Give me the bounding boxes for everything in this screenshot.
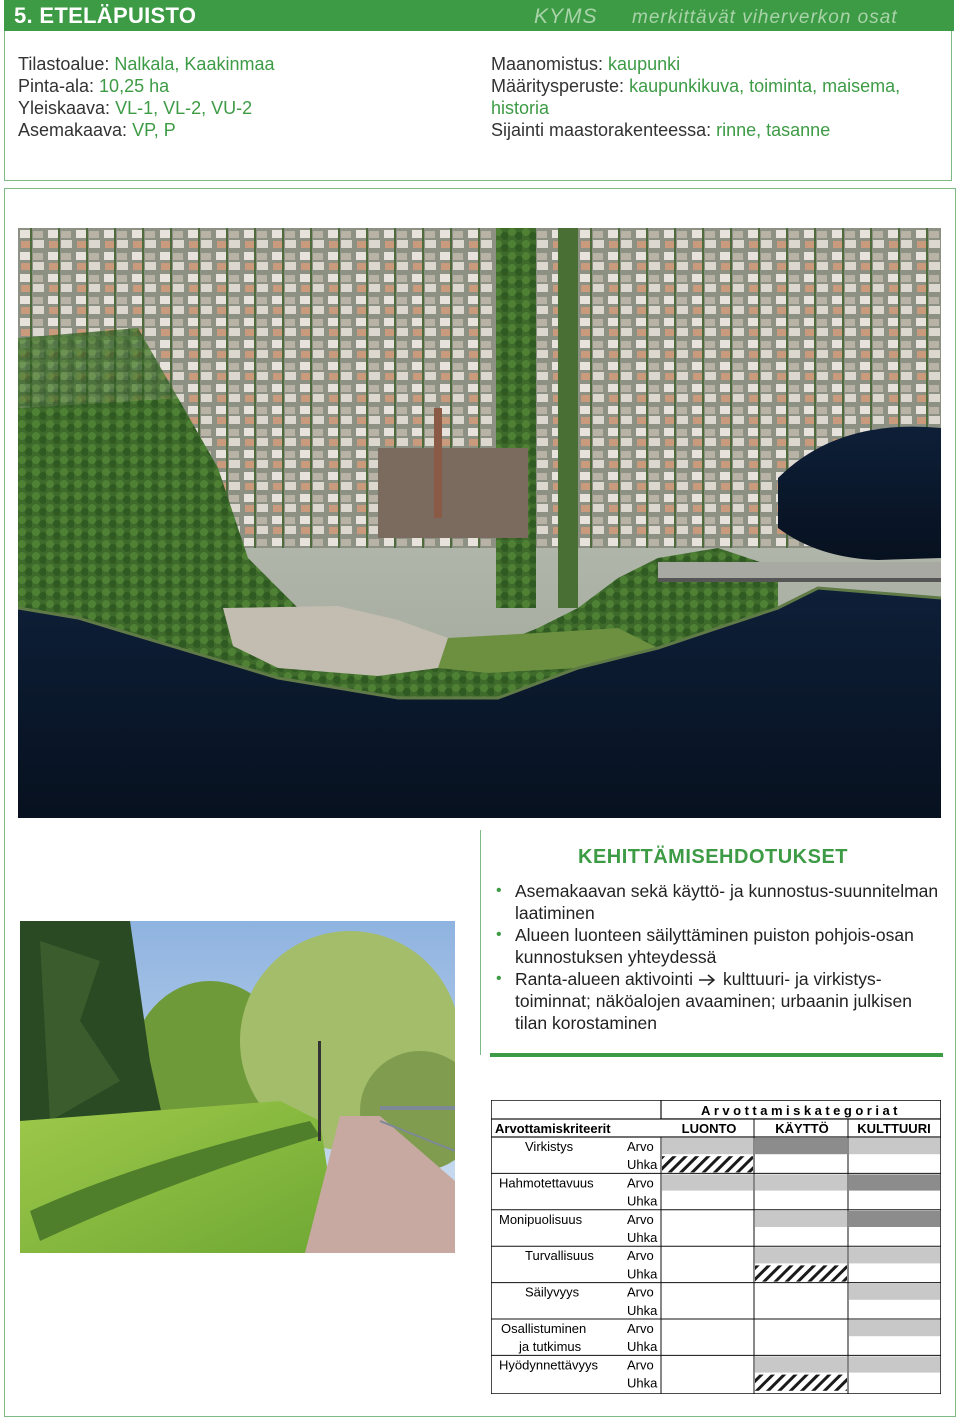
header-kyms: KYMS	[534, 5, 598, 28]
table-arvo-label: Arvo	[627, 1284, 654, 1300]
table-cell-arvo-none	[755, 1320, 847, 1336]
horizontal-divider	[490, 1053, 943, 1057]
table-cell-arvo-light	[755, 1211, 847, 1227]
col-header-luonto: LUONTO	[681, 1121, 737, 1136]
evaluation-table-svg	[491, 1100, 941, 1394]
table-cell-arvo-light	[849, 1356, 940, 1372]
table-cell-arvo-light	[755, 1247, 847, 1263]
info-row-ownership: Maanomistus: kaupunki	[491, 54, 681, 74]
info-row-area: Tilastoalue: Nalkala, Kaakinmaa	[18, 54, 275, 74]
table-arvo-label: Arvo	[627, 1175, 654, 1191]
table-cell-uhka-hatch	[755, 1265, 847, 1281]
table-cell-uhka-none	[849, 1375, 940, 1391]
table-cell-arvo-light	[849, 1247, 940, 1263]
criterion-label: Monipuolisuus	[499, 1211, 583, 1227]
category-header: Arvottamiskategoriat	[700, 1103, 902, 1118]
table-cell-uhka-none	[662, 1229, 753, 1245]
table-cell-arvo-light	[755, 1174, 847, 1190]
criterion-label: Hahmotettavuus	[499, 1175, 594, 1191]
arrow-right-icon	[697, 973, 717, 987]
table-cell-arvo-dark	[849, 1211, 940, 1227]
table-cell-arvo-light	[662, 1138, 753, 1154]
table-cell-arvo-light	[849, 1320, 940, 1336]
table-uhka-label: Uhka	[627, 1157, 658, 1173]
park-photo	[20, 921, 455, 1253]
table-cell-arvo-light	[849, 1138, 940, 1154]
table-arvo-label: Arvo	[627, 1211, 654, 1227]
table-arvo-label: Arvo	[627, 1321, 654, 1336]
table-uhka-label: Uhka	[627, 1339, 658, 1355]
table-cell-uhka-none	[662, 1265, 753, 1281]
table-cell-uhka-none	[662, 1302, 753, 1318]
table-cell-uhka-none	[662, 1375, 753, 1391]
proposal-item-3: • Ranta-alueen aktivointi kulttuuri- ja virkistys-toiminnat; näköalojen avaaminen; urbaanin julkisen tilan korostaminen	[496, 968, 948, 1034]
table-uhka-label: Uhka	[627, 1302, 658, 1318]
criterion-label: Osallistuminen	[501, 1321, 587, 1336]
criterion-label: Virkistys	[525, 1139, 574, 1154]
table-cell-uhka-none	[662, 1193, 753, 1209]
criterion-label: Hyödynnettävyys	[499, 1357, 598, 1373]
table-cell-arvo-light	[849, 1284, 940, 1300]
table-arvo-label: Arvo	[627, 1248, 654, 1264]
table-cell-uhka-none	[849, 1193, 940, 1209]
table-cell-arvo-light	[662, 1174, 753, 1190]
vertical-divider	[480, 830, 481, 1055]
table-cell-arvo-none	[755, 1284, 847, 1300]
table-cell-arvo-dark	[849, 1174, 940, 1190]
info-row-masterplan: Yleiskaava: VL-1, VL-2, VU-2	[18, 98, 253, 118]
table-arvo-label: Arvo	[627, 1357, 654, 1373]
table-cell-uhka-none	[849, 1338, 940, 1354]
table-cell-uhka-none	[662, 1338, 753, 1354]
info-row-size: Pinta-ala: 10,25 ha	[18, 76, 170, 96]
table-cell-arvo-light	[755, 1356, 847, 1372]
table-uhka-label: Uhka	[627, 1230, 658, 1245]
table-cell-uhka-none	[755, 1193, 847, 1209]
proposal-item-1: • Asemakaavan sekä käyttö- ja kunnostus-suunnitelman laatiminen	[496, 880, 948, 924]
table-cell-uhka-none	[755, 1229, 847, 1245]
table-cell-uhka-none	[849, 1229, 940, 1245]
aerial-photo	[18, 228, 941, 818]
proposal-item-2: • Alueen luonteen säilyttäminen puiston pohjois-osan kunnostuksen yhteydessä	[496, 924, 948, 968]
criteria-header: Arvottamiskriteerit	[495, 1121, 611, 1136]
evaluation-table	[491, 1100, 941, 1394]
table-cell-arvo-none	[662, 1211, 753, 1227]
info-row-basis: Määritysperuste: kaupunkikuva, toiminta, maisema, historia	[491, 76, 901, 118]
header-subtitle: merkittävät viherverkon osat	[632, 7, 898, 28]
table-cell-uhka-none	[755, 1156, 847, 1172]
criterion-label: Säilyvyys	[525, 1284, 580, 1300]
table-cell-uhka-none	[849, 1265, 940, 1281]
table-cell-uhka-none	[755, 1302, 847, 1318]
info-row-location: Sijainti maastorakenteessa: rinne, tasanne	[491, 120, 831, 140]
info-row-detailplan: Asemakaava: VP, P	[18, 120, 176, 140]
table-cell-arvo-dark	[755, 1138, 847, 1154]
table-cell-arvo-none	[662, 1247, 753, 1263]
info-right	[491, 53, 946, 141]
page-title: 5. ETELÄPUISTO	[14, 3, 197, 28]
col-header-kulttuuri: KULTTUURI	[857, 1121, 931, 1136]
proposals-title: KEHITTÄMISEHDOTUKSET	[578, 846, 848, 868]
table-cell-arvo-none	[662, 1356, 753, 1372]
table-cell-uhka-hatch	[662, 1156, 753, 1172]
info-left	[18, 53, 274, 141]
criterion-label: Turvallisuus	[525, 1248, 594, 1264]
table-uhka-label: Uhka	[627, 1375, 658, 1391]
proposals-list	[496, 880, 948, 1034]
table-cell-arvo-none	[662, 1320, 753, 1336]
table-uhka-label: Uhka	[627, 1193, 658, 1209]
table-uhka-label: Uhka	[627, 1266, 658, 1282]
table-cell-arvo-none	[662, 1284, 753, 1300]
table-cell-uhka-none	[755, 1338, 847, 1354]
table-arvo-label: Arvo	[627, 1139, 654, 1154]
col-header-kaytto: KÄYTTÖ	[775, 1121, 829, 1136]
table-cell-uhka-hatch	[755, 1375, 847, 1391]
criterion-label-2: ja tutkimus	[519, 1339, 582, 1355]
table-cell-uhka-none	[849, 1302, 940, 1318]
table-cell-uhka-none	[849, 1156, 940, 1172]
